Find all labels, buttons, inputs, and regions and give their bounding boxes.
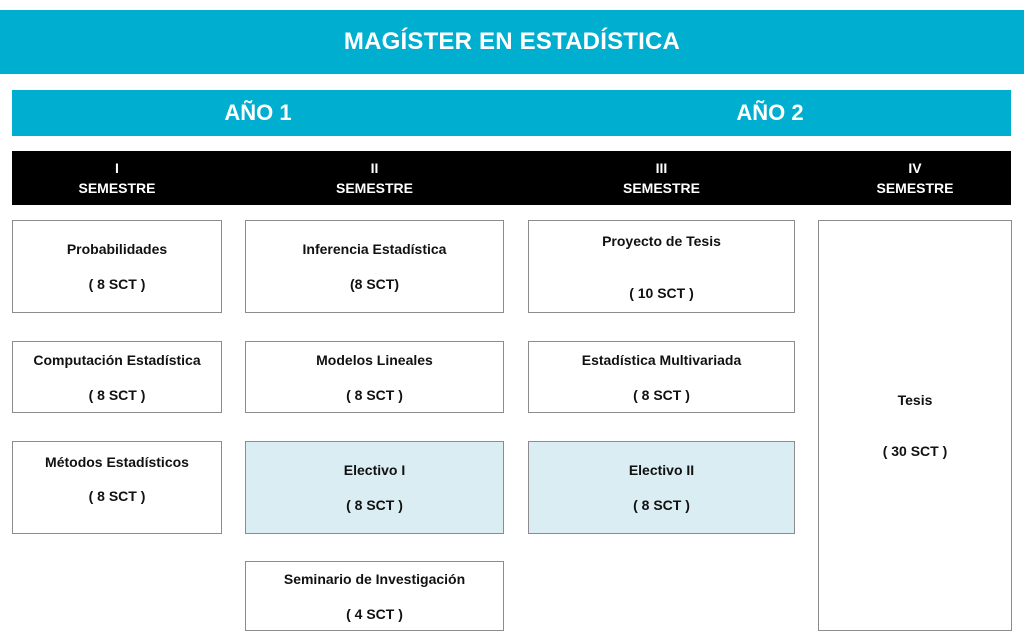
course-name: Seminario de Investigación bbox=[283, 571, 466, 587]
course-name: Inferencia Estadística bbox=[302, 241, 447, 257]
course-name: Electivo I bbox=[343, 462, 406, 478]
year-1-label: AÑO 1 bbox=[224, 100, 292, 125]
semester-1-header bbox=[12, 151, 222, 205]
course-name: Estadística Multivariada bbox=[581, 352, 742, 368]
course-seminario-investigacion bbox=[245, 561, 504, 631]
program-title-banner bbox=[0, 10, 1024, 74]
course-electivo-2 bbox=[528, 441, 795, 534]
semester-2-numeral: II bbox=[370, 160, 379, 176]
course-credits: ( 8 SCT ) bbox=[633, 387, 690, 403]
semester-3-numeral: III bbox=[655, 160, 668, 176]
course-name: Probabilidades bbox=[66, 241, 168, 257]
course-name: Métodos Estadísticos bbox=[45, 454, 189, 470]
semester-2-header bbox=[245, 151, 504, 205]
course-modelos-lineales bbox=[245, 341, 504, 413]
semester-3-word: SEMESTRE bbox=[622, 180, 700, 196]
course-credits: ( 10 SCT ) bbox=[629, 285, 694, 301]
course-credits: ( 4 SCT ) bbox=[346, 606, 403, 622]
course-credits: ( 8 SCT ) bbox=[88, 276, 146, 292]
course-metodos-estadisticos bbox=[12, 441, 222, 534]
course-credits: ( 8 SCT ) bbox=[633, 497, 690, 513]
semester-2-word: SEMESTRE bbox=[335, 180, 413, 196]
course-credits: ( 8 SCT ) bbox=[88, 387, 146, 403]
course-electivo-1 bbox=[245, 441, 504, 534]
course-proyecto-tesis bbox=[528, 220, 795, 313]
course-name: Modelos Lineales bbox=[316, 352, 433, 368]
semester-4-numeral: IV bbox=[908, 160, 922, 176]
course-credits: ( 8 SCT ) bbox=[346, 497, 403, 513]
course-tesis bbox=[818, 220, 1012, 631]
course-name: Proyecto de Tesis bbox=[602, 233, 721, 249]
semester-1-word: SEMESTRE bbox=[78, 180, 156, 196]
course-name: Electivo II bbox=[628, 462, 695, 478]
course-credits: ( 8 SCT ) bbox=[346, 387, 403, 403]
course-credits: (8 SCT) bbox=[350, 276, 399, 292]
semester-1-numeral: I bbox=[115, 160, 119, 176]
course-probabilidades bbox=[12, 220, 222, 313]
course-credits: ( 8 SCT ) bbox=[88, 488, 146, 504]
semester-3-header bbox=[528, 151, 795, 205]
semester-4-word: SEMESTRE bbox=[876, 180, 954, 196]
program-title: MAGÍSTER EN ESTADÍSTICA bbox=[343, 28, 681, 55]
course-estadistica-multivariada bbox=[528, 341, 795, 413]
course-inferencia-estadistica bbox=[245, 220, 504, 313]
semester-4-header bbox=[818, 151, 1012, 205]
course-credits: ( 30 SCT ) bbox=[882, 443, 948, 459]
year-2-label: AÑO 2 bbox=[736, 100, 804, 125]
course-computacion-estadistica bbox=[12, 341, 222, 413]
course-name: Computación Estadística bbox=[33, 352, 201, 368]
course-name: Tesis bbox=[897, 392, 933, 408]
